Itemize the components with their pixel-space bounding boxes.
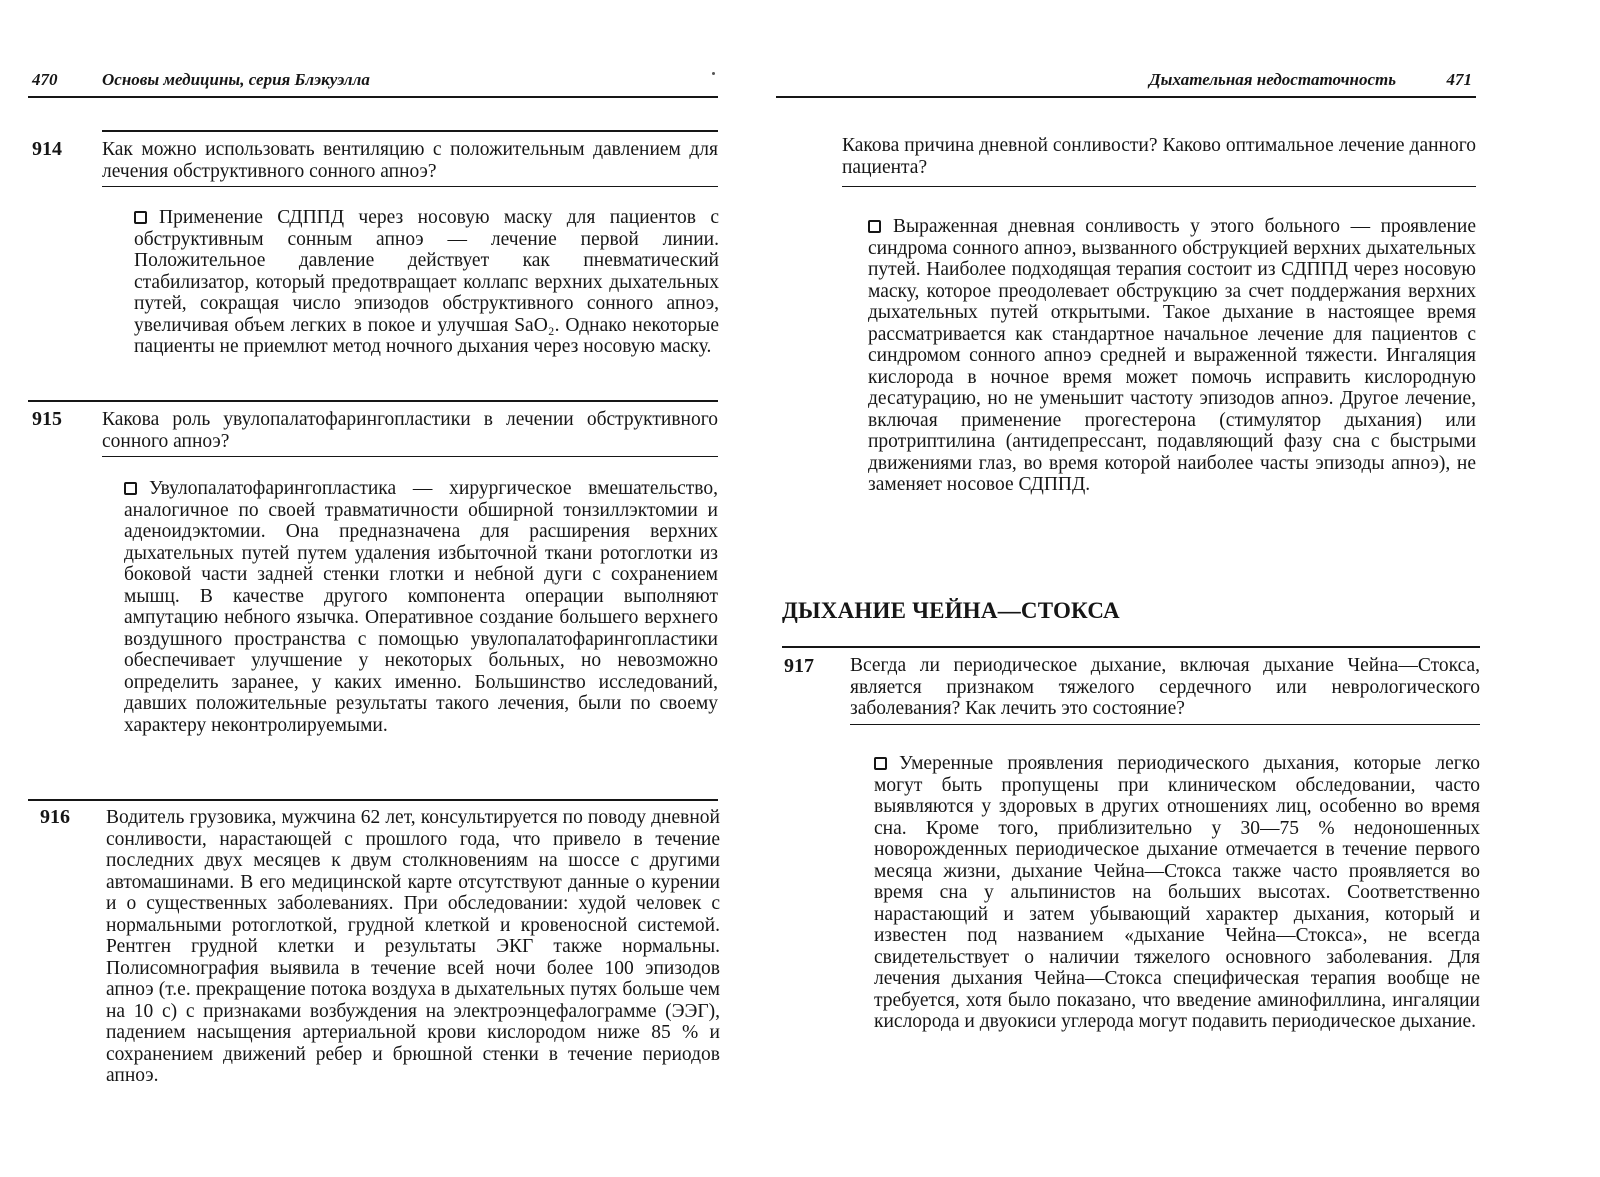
answer-block [874,753,1480,1033]
answer-block [134,207,719,358]
page-number: 470 [32,70,58,89]
question-text: Всегда ли периодическое дыхание, включая дыхание Чейна—Стокса, является признаком тяжелого сердечного или неврологического заболевания? Как лечить это состояние? [850,655,1480,719]
right-page [782,0,1480,1177]
question-text: Как можно использовать вентиляцию с положительным давлением для лечения обструктивного сонного апноэ? [102,139,718,182]
question-rule-top [782,646,1480,648]
answer-marker-icon [874,757,887,770]
question-number: 915 [32,408,62,430]
answer-marker-icon [868,220,881,233]
question-number: 917 [784,655,814,677]
question-rule-top [102,130,718,132]
question-text: Водитель грузовика, мужчина 62 лет, консультируется по поводу дневной сонливости, нарастающей с прошлого года, что привело в течение последних двух месяцев к двум столкновениям на шоссе с другими автомашинами. В его медицинской карте отсутствуют данные о курении и о существенных заболеваниях. При обследовании: худой человек с нормальными ротоглоткой, грудной клеткой и кровеносной системой. Рентген грудной клетки и результаты ЭКГ также нормальны. Полисомнография выявила в течение всей ночи более 100 эпизодов апноэ (т.е. прекращение потока воздуха в дыхательных путях больше чем на 10 с) с признаками возбуждения на электроэнцефалограмме (ЭЭГ), падением насыщения артериальной крови кислородом ниже 85 % и сохранением движений ребер и брюшной стенки в течение периодов апноэ. [106,807,720,1086]
left-running-head [28,68,718,98]
answer-text: Выраженная дневная сонливость у этого больного — проявление синдрома сонного апноэ, вызванного обструкцией верхних дыхательных путей. Наиболее подходящая терапия состоит из СДППД через носовую маску, которое преодолевает обструкцию за счет поддержания верхних дыхательных путей открытыми. Такое дыхание в настоящее время рассматривается как стандартное начальное лечение для пациентов с синдромом сонного апноэ средней и выраженной тяжести. Ингаляция кислорода в ночное время может помочь исправить кислородную десатурацию, но не уменьшит частоту эпизодов апноэ. Другое лечение, включая применение прогестерона (стимулятор дыхания) или протриптилина (антидепрессант, подавляющий фазу сна с быстрыми движениями глаз, во время которой наиболее часты эпизоды апноэ), не заменяет носовое СДППД. [868,216,1476,495]
question-number: 914 [32,138,62,160]
answer-text: Применение СДППД через носовую маску для пациентов с обструктивным сонным апноэ — лечение первой линии. Положительное давление действует как пневматический стабилизатор, который предотвращает коллапс верхних дыхательных путей, сокращая число эпизодов обструктивного сонного апноэ, увеличивая объем легких в покое и улучшая SaO₂. Однако некоторые пациенты не приемлют метод ночного дыхания через носовую маску. [134,207,719,357]
left-page [28,0,718,1177]
question-rule-bottom [842,186,1476,187]
question-text: Какова роль увулопалатофарингопластики в лечении обструктивного сонного апноэ? [102,409,718,452]
running-title: Основы медицины, серия Блэкуэлла [102,70,370,89]
question-number: 916 [40,806,70,828]
running-title: Дыхательная недостаточность [1149,70,1396,89]
question-rule-bottom [850,724,1480,725]
continuation-question: Какова причина дневной сонливости? Каково оптимальное лечение данного пациента? [842,135,1476,178]
question-rule-top [28,799,718,801]
section-heading: ДЫХАНИЕ ЧЕЙНА—СТОКСА [782,598,1120,623]
answer-block [868,216,1476,496]
right-running-head [776,68,1476,98]
answer-marker-icon [134,211,147,224]
answer-text: Умеренные проявления периодического дыхания, которые легко могут быть пропущены при клиническом обследовании, часто выявляются у здоровых в других отношениях лиц, особенно во время сна. Кроме того, приблизительно у 30—75 % недоношенных новорожденных периодическое дыхание отмечается в течение первого месяца жизни, дыхание Чейна—Стокса также часто проявляется во время сна у альпинистов на больших высотах. Соответственно нарастающий и затем убывающий характер дыхания, который и известен под названием «дыхание Чейна—Стокса», не всегда свидетельствует о наличии тяжелого основного заболевания. Для лечения дыхания Чейна—Стокса специфическая терапия вообще не требуется, хотя было показано, что введение аминофиллина, ингаляции кислорода и двуокиси углерода могут подавить периодическое дыхание. [874,753,1480,1032]
question-rule-top [28,400,718,402]
answer-marker-icon [124,482,137,495]
page-number: 471 [1446,70,1472,89]
answer-block [124,478,718,736]
question-rule-bottom [102,186,718,187]
question-rule-bottom [102,456,718,457]
answer-text: Увулопалатофарингопластика — хирургическое вмешательство, аналогичное по своей травматичности обширной тонзиллэктомии и аденоидэктомии. Она предназначена для расширения верхних дыхательных путей путем удаления избыточной ткани ротоглотки из боковой части задней стенки глотки и небной дуги с сохранением мышц. В качестве другого компонента операции выполняют ампутацию небного язычка. Оперативное создание большего верхнего воздушного пространства с помощью увулопалатофарингопластики обеспечивает улучшение у некоторых больных, но невозможно определить заранее, у каких именно. Большинство исследований, давших положительные результаты такого лечения, были по своему характеру неконтролируемыми. [124,478,718,736]
